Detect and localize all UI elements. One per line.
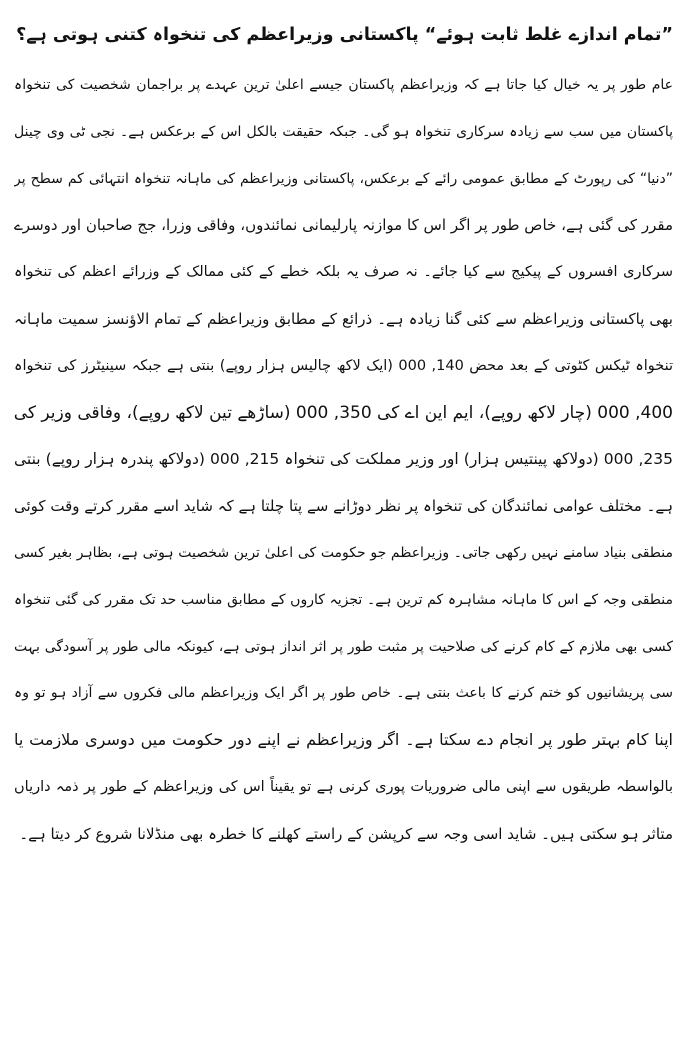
body-line: 235, 000 (دولاکھ پینتیس ہزار) اور وزیر مملکت کی تنخواہ 215, 000 (دولاکھ پندرہ ہزار روپے) بنتی [14, 450, 673, 469]
body-line: پاکستان میں سب سے زیادہ سرکاری تنخواہ ہو گی۔ جبکہ حقیقت بالکل اس کے برعکس ہے۔ نجی ٹی وی چینل [14, 123, 673, 140]
body-line: سرکاری افسروں کے پیکیج سے کیا جائے۔ نہ صرف یہ بلکہ خطے کے کئی ممالک کے وزرائے اعظم کی تنخواہ [14, 264, 673, 281]
body-line: سی پریشانیوں کو ختم کرنے کا باعث بنتی ہے۔ خاص طور پر اگر ایک وزیراعظم مالی فکروں سے آزاد ہو تو وہ [14, 685, 673, 702]
body-line: عام طور پر یہ خیال کیا جاتا ہے کہ وزیراعظم پاکستان جیسے اعلیٰ ترین عہدے پر براجمان شخصیت کی تنخواہ [14, 77, 673, 93]
body-line: ”دنیا“ کی رپورٹ کے مطابق عمومی رائے کے برعکس، پاکستانی وزیراعظم کی ماہانہ تنخواہ انتہائی کم سطح پر [14, 170, 673, 187]
article-body [14, 62, 673, 858]
body-line: منطقی بنیاد سامنے نہیں رکھی جاتی۔ وزیراعظم جو حکومت کی اعلیٰ ترین شخصیت ہوتی ہے، بظاہر بغیر کسی [14, 544, 673, 561]
body-line: بھی پاکستانی وزیراعظم سے کئی گنا زیادہ ہے۔ ذرائع کے مطابق وزیراعظم کے تمام الاؤنسز سمیت ماہانہ [14, 309, 673, 328]
body-line: بالواسطہ طریقوں سے اپنی مالی ضروریات پوری کرنی ہے تو یقیناً اس کی وزیراعظم کے طور پر ذمہ داریاں [14, 778, 673, 795]
body-line-last: متاثر ہو سکتی ہیں۔ شاید اسی وجہ سے کرپشن کے راستے کھلنے کا خطرہ بھی منڈلانا شروع کر دیتا ہے۔ [19, 824, 673, 843]
body-line: مقرر کی گئی ہے، خاص طور پر اگر اس کا موازنہ پارلیمانی نمائندوں، وفاقی وزرا، جج صاحبان اور دوسرے [14, 216, 673, 235]
article-headline: ”تمام اندازے غلط ثابت ہوئے“ پاکستانی وزیراعظم کی تنخواہ کتنی ہوتی ہے؟ [16, 25, 673, 45]
body-line: منطقی وجہ کے اس کا ماہانہ مشاہرہ کم ترین ہے۔ تجزیہ کاروں کے مطابق مناسب حد تک مقرر کی گئی تنخواہ [14, 591, 673, 608]
body-line: کسی بھی ملازم کے کام کرنے کی صلاحیت پر مثبت طور پر اثر انداز ہوتی ہے، کیونکہ مالی طور پر آسودگی بہت [14, 638, 673, 655]
body-line: تنخواہ ٹیکس کٹوتی کے بعد محض 140, 000 (ایک لاکھ چالیس ہزار روپے) بنتی ہے جبکہ سینیٹرز کی تنخواہ [14, 357, 673, 374]
body-line: اپنا کام بہتر طور پر انجام دے سکتا ہے۔ اگر وزیراعظم نے اپنے دور حکومت میں دوسری ملازمت یا [14, 730, 673, 750]
body-line: ہے۔ مختلف عوامی نمائندگان کی تنخواہ پر نظر دوڑانے سے پتا چلتا ہے کہ شاید اسے مقرر کرتے وقت کوئی [14, 497, 673, 516]
body-line: 400, 000 (چار لاکھ روپے)، ایم این اے کی 350, 000 (ساڑھے تین لاکھ روپے)، وفاقی وزیر کی [14, 402, 673, 423]
